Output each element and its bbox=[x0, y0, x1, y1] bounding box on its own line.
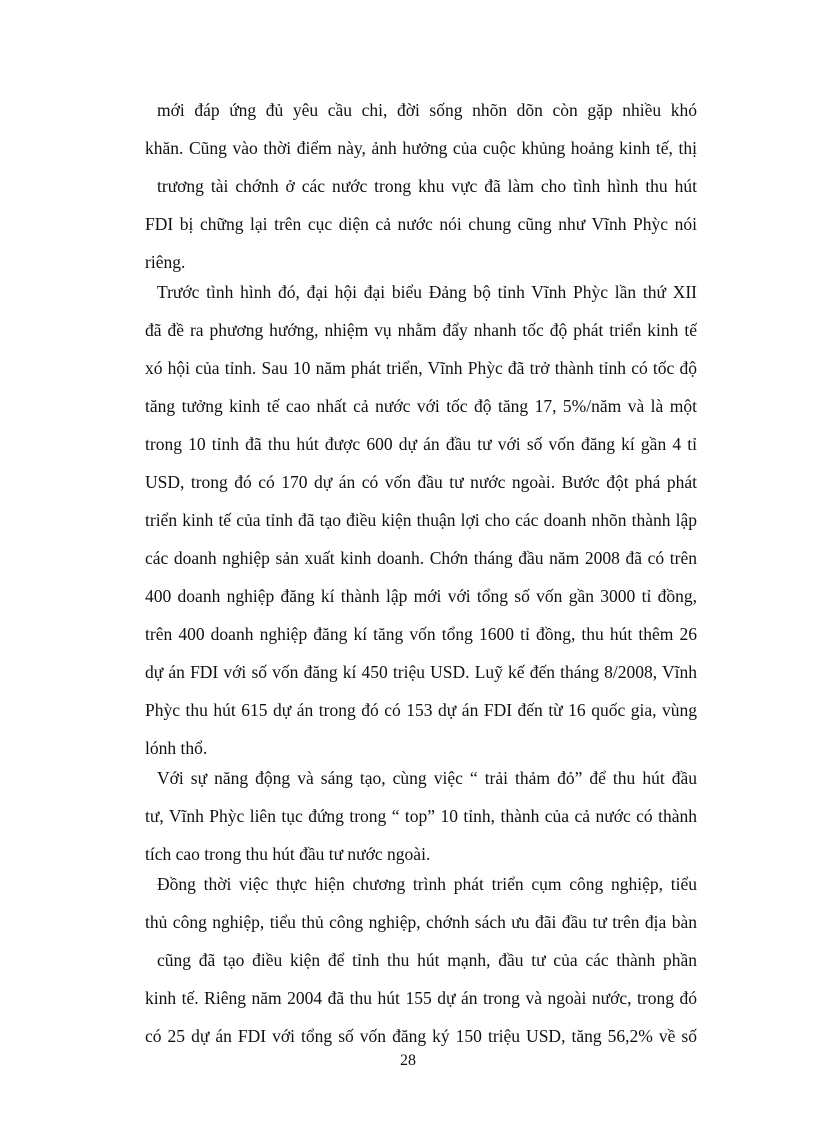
text-line: khăn. Cũng vào thời điểm này, ảnh hưởng của cuộc khủng hoảng kinh tế, thị bbox=[145, 138, 697, 158]
text-line: Trước tình hình đó, đại hội đại biểu Đảng bộ tỉnh Vĩnh Phỳc lần thứ XII bbox=[157, 282, 697, 302]
text-line: dự án FDI với số vốn đăng kí 450 triệu USD. Luỹ kế đến tháng 8/2008, Vĩnh bbox=[145, 662, 697, 682]
text-line: lónh thổ. bbox=[145, 738, 208, 758]
text-line: tư, Vĩnh Phỳc liên tục đứng trong “ top” 10 tỉnh, thành của cả nước có thành bbox=[145, 806, 697, 826]
text-line: xó hội của tỉnh. Sau 10 năm phát triển, Vĩnh Phỳc đã trở thành tỉnh có tốc độ bbox=[145, 358, 697, 378]
text-line: thủ công nghiệp, tiểu thủ công nghiệp, chớnh sách ưu đãi đầu tư trên địa bàn bbox=[145, 912, 697, 932]
text-line: trong 10 tỉnh đã thu hút được 600 dự án đầu tư với số vốn đăng kí gần 4 tỉ bbox=[145, 434, 697, 454]
text-line: Phỳc thu hút 615 dự án trong đó có 153 dự án FDI đến từ 16 quốc gia, vùng bbox=[145, 700, 697, 720]
text-line: có 25 dự án FDI với tổng số vốn đăng ký 150 triệu USD, tăng 56,2% về số bbox=[145, 1026, 697, 1046]
text-line: Đồng thời việc thực hiện chương trình phát triển cụm công nghiệp, tiểu bbox=[157, 874, 697, 894]
text-line: đã đề ra phương hướng, nhiệm vụ nhằm đẩy nhanh tốc độ phát triển kinh tế bbox=[145, 320, 697, 340]
page-number: 28 bbox=[400, 1052, 416, 1069]
text-line: triển kinh tế của tỉnh đã tạo điều kiện thuận lợi cho các doanh nhõn thành lập bbox=[145, 510, 697, 530]
text-line: 400 doanh nghiệp đăng kí thành lập mới với tổng số vốn gần 3000 tỉ đồng, bbox=[145, 586, 697, 606]
text-line: riêng. bbox=[145, 252, 186, 272]
text-line: trương tài chớnh ở các nước trong khu vực đã làm cho tình hình thu hút bbox=[157, 176, 697, 196]
text-line: tích cao trong thu hút đầu tư nước ngoài. bbox=[145, 844, 431, 864]
text-line: mới đáp ứng đủ yêu cầu chi, đời sống nhõn dõn còn gặp nhiều khó bbox=[157, 100, 697, 120]
text-line: tăng tưởng kinh tế cao nhất cả nước với tốc độ tăng 17, 5%/năm và là một bbox=[145, 396, 697, 416]
text-line: trên 400 doanh nghiệp đăng kí tăng vốn tổng 1600 tỉ đồng, thu hút thêm 26 bbox=[145, 624, 697, 644]
text-line: kinh tế. Riêng năm 2004 đã thu hút 155 dự án trong và ngoài nước, trong đó bbox=[145, 988, 697, 1008]
text-line: FDI bị chững lại trên cục diện cả nước nói chung cũng như Vĩnh Phỳc nói bbox=[145, 214, 697, 234]
text-line: cũng đã tạo điều kiện để tỉnh thu hút mạnh, đầu tư của các thành phần bbox=[157, 950, 697, 970]
text-line: các doanh nghiệp sản xuất kinh doanh. Chớn tháng đầu năm 2008 đã có trên bbox=[145, 548, 697, 568]
text-line: Với sự năng động và sáng tạo, cùng việc “ trải thảm đỏ” để thu hút đầu bbox=[157, 768, 697, 788]
text-line: USD, trong đó có 170 dự án có vốn đầu tư nước ngoài. Bước đột phá phát bbox=[145, 472, 697, 492]
